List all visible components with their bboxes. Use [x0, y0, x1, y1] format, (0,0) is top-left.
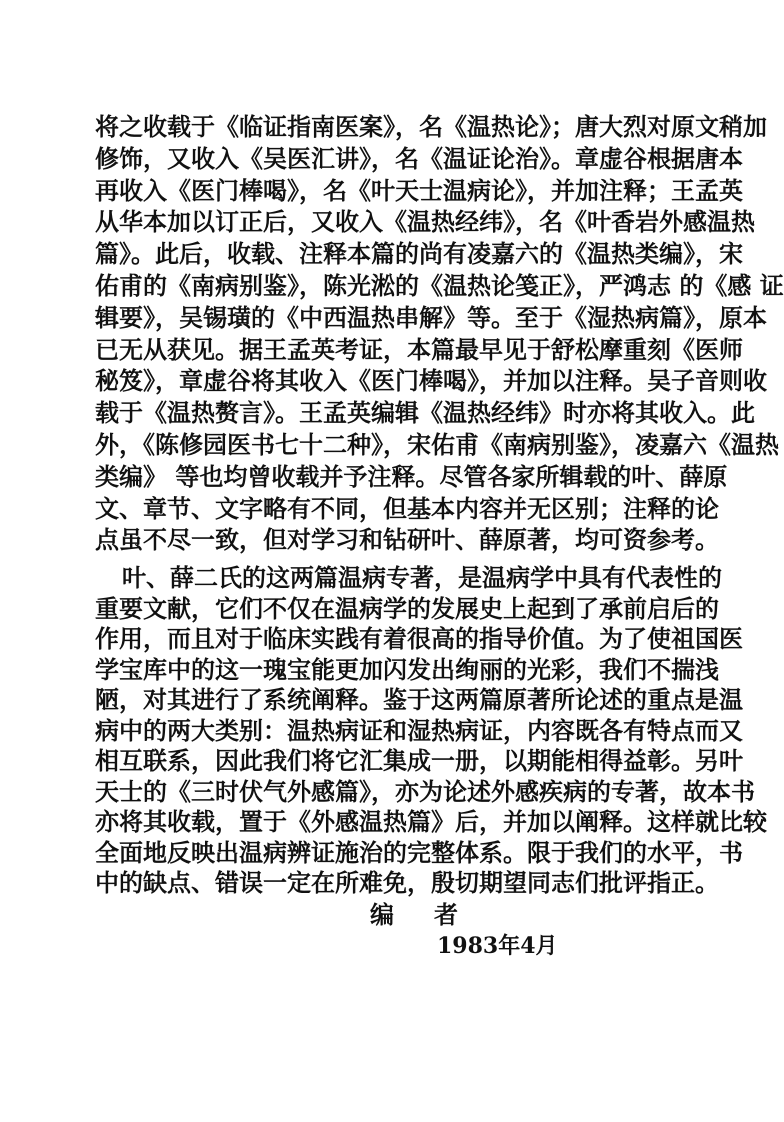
text-line: 亦将其收载，置于《外感温热篇》后，并加以阐释。这样就比较	[95, 807, 767, 836]
text-line: 病中的两大类别：温热病证和湿热病证，内容既各有特点而又	[95, 715, 743, 745]
text-line: 将之收载于《临证指南医案》，名《温热论》；唐大烈对原文稍加	[95, 112, 767, 141]
text-line: 叶、薛二氏的这两篇温病专著，是温病学中具有代表性的	[122, 563, 722, 592]
text-line: 重要文献，它们不仅在温病学的发展史上起到了承前启后的	[95, 593, 719, 623]
text-line: 天士的《三时伏气外感篇》，亦为论述外感疾病的专著，故本书	[95, 776, 755, 806]
paragraph-2	[95, 563, 767, 899]
text-line: 文、章节、文字略有不同，但基本内容并无区别；注释的论	[95, 493, 719, 523]
text-line: 类编》 等也均曾收载并予注释。尽管各家所辑载的叶、薛原	[95, 461, 728, 491]
text-line: 外，《陈修园医书七十二种》，宋佑甫《南病别鉴》，凌嘉六《温热	[95, 429, 779, 459]
text-line: 修饰，又收入《吴医汇讲》，名《温证论治》。章虚谷根据唐本	[95, 143, 743, 173]
text-line: 点虽不尽一致，但对学习和钻研叶、薛原著，均可资参考。	[95, 525, 719, 555]
author-signature: 编者	[370, 900, 498, 929]
date-line: 1983年4月	[437, 933, 558, 959]
text-line: 秘笈》，章虚谷将其收入《医门棒喝》，并加以注释。吴子音则收	[95, 366, 767, 396]
text-line: 陋，对其进行了系统阐释。鉴于这两篇原著所论述的重点是温	[95, 685, 743, 714]
paragraph-1	[95, 111, 784, 556]
text-line: 再收入《医门棒喝》，名《叶天士温病论》，并加注释；王孟英	[95, 175, 743, 205]
text-line: 相互联系，因此我们将它汇集成一册，以期能相得益彰。另叶	[95, 746, 743, 775]
text-line: 已无从获见。据王孟英考证，本篇最早见于舒松摩重刻《医师	[95, 334, 743, 364]
text-line: 载于《温热赘言》。王孟英编辑《温热经纬》时亦将其收入。此	[95, 398, 755, 428]
text-line: 学宝库中的这一瑰宝能更加闪发出绚丽的光彩，我们不揣浅	[95, 654, 719, 684]
text-line: 中的缺点、错误一定在所难免，殷切期望同志们批评指正。	[95, 868, 719, 897]
text-line: 佑甫的《南病别鉴》，陈光淞的《温热论笺正》，严鸿志 的《感 证	[95, 270, 784, 300]
text-line: 全面地反映出温病辨证施治的完整体系。限于我们的水平，书	[95, 837, 743, 867]
text-line: 篇》。此后，收载、注释本篇的尚有凌嘉六的《温热类编》，宋	[95, 239, 743, 269]
text-line: 辑要》，吴锡璜的《中西温热串解》等。至于《湿热病篇》，原本	[95, 302, 767, 332]
text-line: 作用，而且对于临床实践有着很高的指导价值。为了使祖国医	[95, 624, 743, 653]
text-line: 从华本加以订正后，又收入《温热经纬》，名《叶香岩外感温热	[95, 207, 755, 237]
